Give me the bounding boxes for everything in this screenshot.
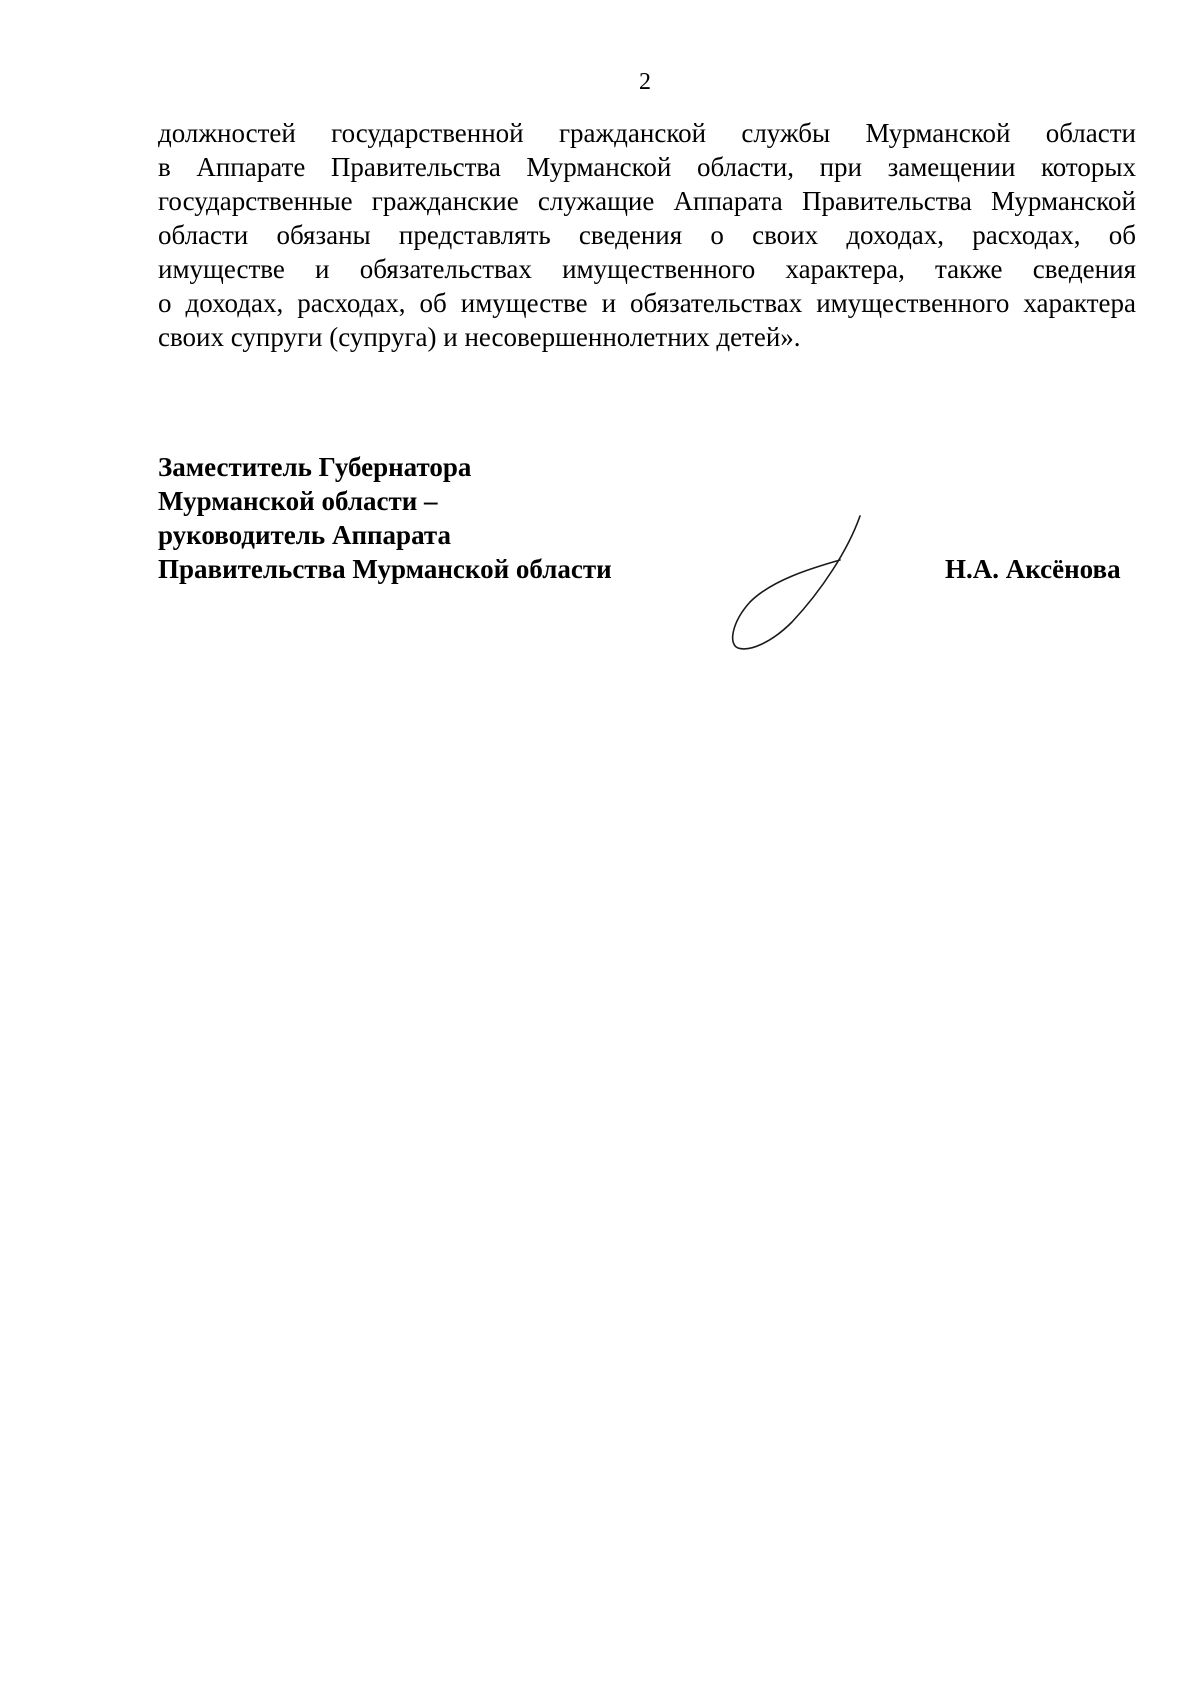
body-line: своих супруги (супруга) и несовершеннолетних детей». [158, 322, 801, 352]
body-line: должностей государственной гражданской службы Мурманской области [158, 118, 1136, 148]
body-line: области обязаны представлять сведения о своих доходах, расходах, об [158, 220, 1136, 250]
page-number: 2 [639, 69, 651, 95]
signatory-position [158, 450, 612, 586]
handwritten-signature [720, 510, 870, 660]
body-line: имуществе и обязательствах имущественного характера, также сведения [158, 254, 1136, 284]
body-paragraph [158, 116, 1136, 354]
position-line: Заместитель Губернатора [158, 452, 472, 482]
body-line: государственные гражданские служащие Аппарата Правительства Мурманской [158, 186, 1136, 216]
position-line: Мурманской области – [158, 486, 438, 516]
position-line: Правительства Мурманской области [158, 554, 612, 584]
position-line: руководитель Аппарата [158, 520, 451, 550]
signer-name: Н.А. Аксёнова [945, 554, 1121, 584]
body-line: в Аппарате Правительства Мурманской области, при замещении которых [158, 152, 1136, 182]
body-line: о доходах, расходах, об имуществе и обязательствах имущественного характера [158, 288, 1136, 318]
